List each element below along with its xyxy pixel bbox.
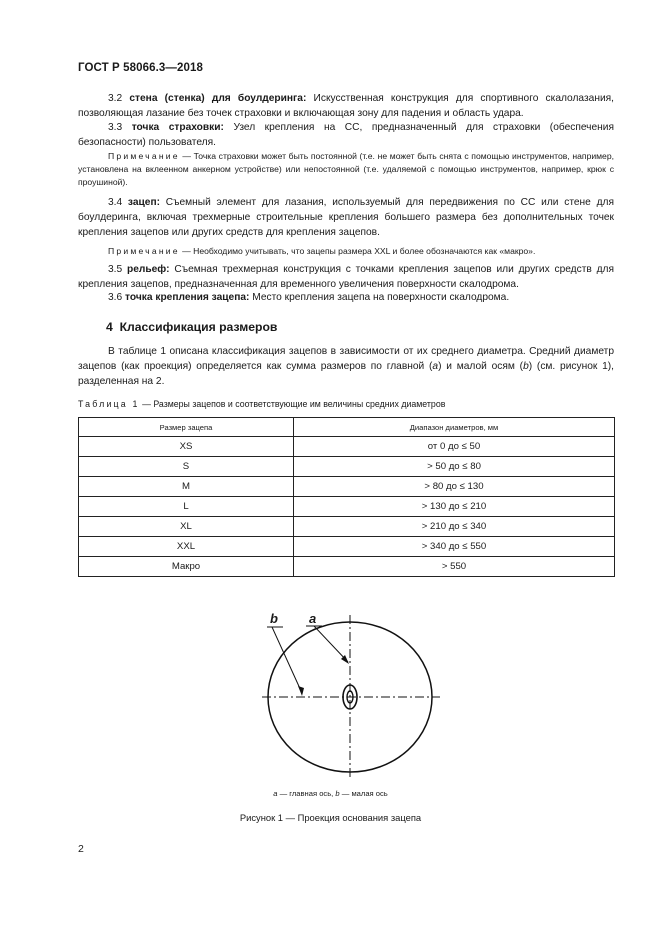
definition-3-3 [78, 121, 614, 151]
section-paragraph: В таблице 1 описана классификация зацепов в зависимости от их среднего диаметра. Средний диаметр зацепов (как проекция) определяется как сумма размеров по главной (a) и малой осям (b) (см. рисунок 1), разделенная на 2. [78, 346, 614, 387]
definition-number: 3.2 [108, 93, 123, 104]
definition-term: точка страховки: [131, 122, 224, 133]
axis-a-ref: a [432, 360, 439, 372]
table-caption-label: Таблица 1 [78, 399, 140, 409]
table-row [79, 517, 615, 537]
range-cell: > 210 до ≤ 340 [294, 517, 615, 537]
definition-number: 3.3 [108, 122, 123, 133]
document-header: ГОСТ Р 58066.3—2018 [78, 62, 203, 74]
definition-text: Съемная трехмерная конструкция с точками крепления зацепов или других средств для крепления зацепов, предназначенная для временного увеличения поверхности скалодрома. [78, 264, 614, 290]
definition-3-5 [78, 263, 614, 293]
definition-text: Узел крепления на СС, предназначенный для страховки (обеспечения безопасности) пользователя. [78, 122, 614, 148]
definition-term: рельеф: [126, 264, 170, 275]
size-cell: XXL [79, 537, 294, 557]
leader-a-arrow [341, 655, 349, 664]
range-cell: > 80 до ≤ 130 [294, 477, 615, 497]
size-classification-table [78, 417, 615, 577]
table-row [79, 497, 615, 517]
table-row [79, 477, 615, 497]
definition-number: 3.6 [108, 292, 123, 303]
figure-caption: Рисунок 1 — Проекция основания зацепа [239, 812, 422, 823]
hold-outline-ellipse [268, 622, 432, 772]
page-number: 2 [78, 843, 84, 855]
note-text: — Необходимо учитывать, что зацепы размера XXL и более обозначаются как «макро». [179, 246, 536, 256]
figure-legend: a — главная ось, b — малая ось [273, 789, 388, 798]
hold-bolt-hole-inner [347, 691, 353, 703]
range-cell: > 50 до ≤ 80 [294, 457, 615, 477]
note-2 [78, 245, 614, 258]
definition-3-6 [78, 291, 614, 306]
definition-number: 3.4 [108, 197, 123, 208]
column-header-size: Размер зацепа [79, 418, 294, 437]
size-cell: S [79, 457, 294, 477]
definition-text: Место крепления зацепа на поверхности скалодрома. [249, 292, 510, 303]
definition-number: 3.5 [108, 264, 123, 275]
note-label: Примечание [108, 246, 180, 256]
table-row [79, 437, 615, 457]
column-header-range: Диапазон диаметров, мм [294, 418, 615, 437]
axis-b-ref: b [523, 360, 529, 372]
definition-3-4 [78, 196, 614, 240]
hold-bolt-hole-outer [343, 685, 357, 709]
table-caption [78, 399, 445, 409]
size-cell: Макро [79, 557, 294, 577]
table-header-row [79, 418, 615, 437]
definition-3-2 [78, 92, 614, 122]
section-title: Классификация размеров [119, 320, 278, 334]
table-row [79, 557, 615, 577]
definition-text: Съемный элемент для лазания, используемый для передвижения по СС или стене для боулдеринга, включая трехмерные строительные крепления большего размера без дополнительных точек крепления зацепов или других средств для крепления зацепов. [78, 197, 614, 238]
range-cell: > 130 до ≤ 210 [294, 497, 615, 517]
section-heading [106, 320, 277, 334]
leader-b-arrow [298, 686, 304, 696]
table-caption-text: — Размеры зацепов и соответствующие им величины средних диаметров [139, 399, 446, 409]
size-cell: XL [79, 517, 294, 537]
table-row [79, 537, 615, 557]
section-number: 4 [106, 320, 113, 334]
range-cell: от 0 до ≤ 50 [294, 437, 615, 457]
figure-label-a: a [309, 611, 317, 626]
figure-label-b: b [270, 611, 278, 626]
size-cell: M [79, 477, 294, 497]
note-text: — Точка страховки может быть постоянной (т.е. не может быть снята с помощью инструментов, например, установлена на вклеенном анкерном устройстве) или непостоянной (т.е. удаляемой с помощью инструментов, например, крюк с проушиной). [78, 151, 614, 188]
definition-term: точка крепления зацепа: [125, 292, 250, 303]
leader-a-line [314, 626, 348, 662]
size-cell: L [79, 497, 294, 517]
range-cell: > 340 до ≤ 550 [294, 537, 615, 557]
leader-b-line [272, 627, 302, 693]
definition-term: зацеп: [127, 197, 160, 208]
table-row [79, 457, 615, 477]
definition-text: Искусственная конструкция для спортивного скалолазания, позволяющая лазание без точек страховки и включающая зону для падения и область удара. [78, 93, 614, 119]
size-cell: XS [79, 437, 294, 457]
note-label: Примечание [108, 151, 180, 161]
note-1 [78, 150, 614, 190]
range-cell: > 550 [294, 557, 615, 577]
definition-term: стена (стенка) для боулдеринга: [129, 93, 307, 104]
